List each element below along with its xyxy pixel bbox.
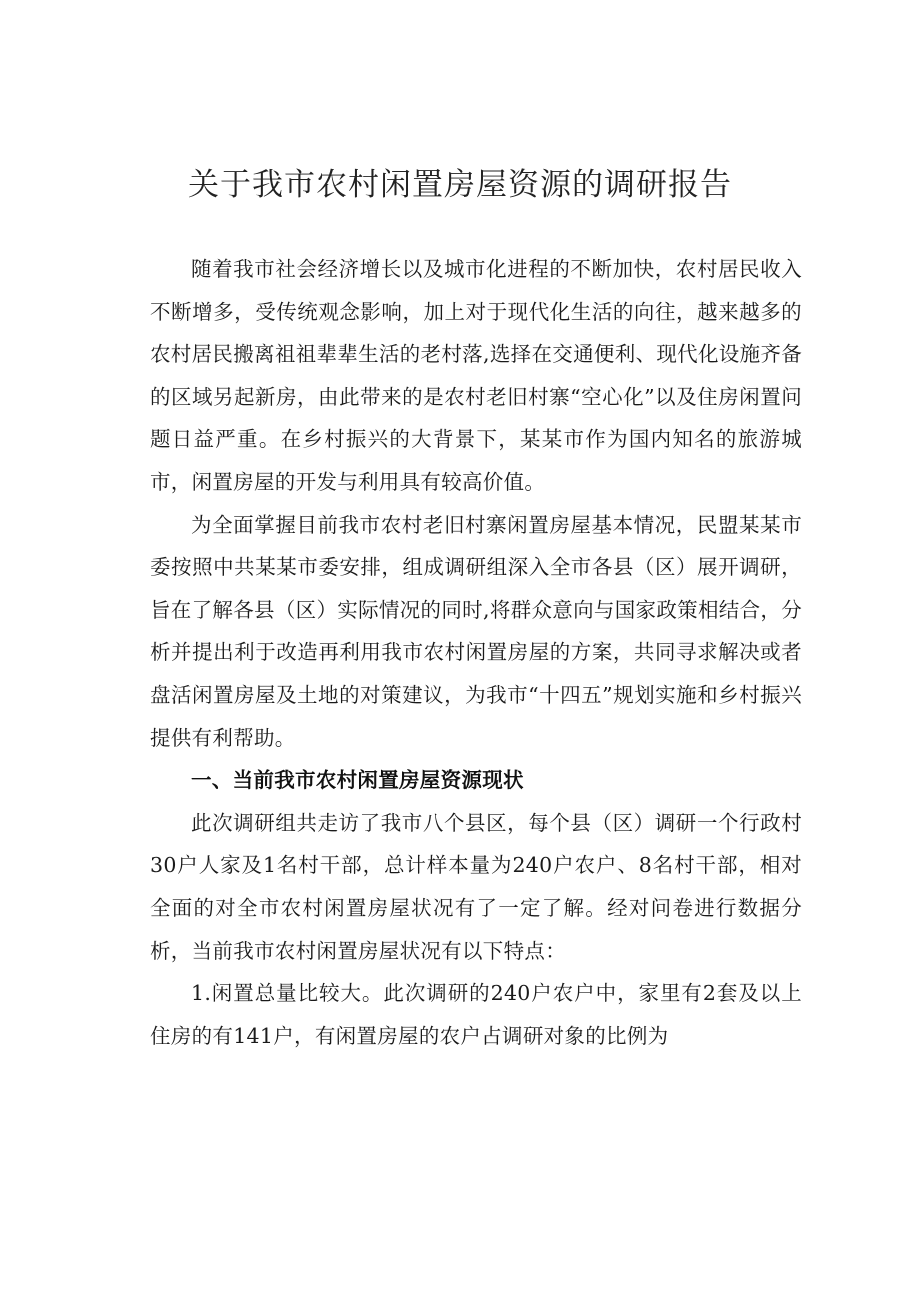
document-title: 关于我市农村闲置房屋资源的调研报告 [188, 167, 732, 203]
section-heading: 一、当前我市农村闲置房屋资源现状 [191, 768, 524, 793]
document-body [150, 248, 802, 1057]
survey-paragraph: 此次调研组共走访了我市八个县区，每个县（区）调研一个行政村30户人家及1名村干部，总计样本量为240户农户、8名村干部，相对全面的对全市农村闲置房屋状况有了一定了解。经对问卷进行数据分析，当前我市农村闲置房屋状况有以下特点： [150, 810, 802, 963]
purpose-paragraph: 为全面掌握目前我市农村老旧村寨闲置房屋基本情况，民盟某某市委按照中共某某市委安排，组成调研组深入全市各县（区）展开调研，旨在了解各县（区）实际情况的同时,将群众意向与国家政策相结合，分析并提出利于改造再利用我市农村闲置房屋的方案，共同寻求解决或者盘活闲置房屋及土地的对策建议，为我市“十四五”规划实施和乡村振兴提供有利帮助。 [150, 512, 802, 750]
intro-paragraph: 随着我市社会经济增长以及城市化进程的不断加快，农村居民收入不断增多，受传统观念影响，加上对于现代化生活的向往，越来越多的农村居民搬离祖祖辈辈生活的老村落,选择在交通便利、现代化设施齐备的区域另起新房，由此带来的是农村老旧村寨“空心化”以及住房闲置问题日益严重。在乡村振兴的大背景下，某某市作为国内知名的旅游城市，闲置房屋的开发与利用具有较高价值。 [150, 257, 802, 494]
finding-paragraph: 1.闲置总量比较大。此次调研的240户农户中，家里有2套及以上住房的有141户，有闲置房屋的农户占调研对象的比例为 [150, 981, 802, 1048]
